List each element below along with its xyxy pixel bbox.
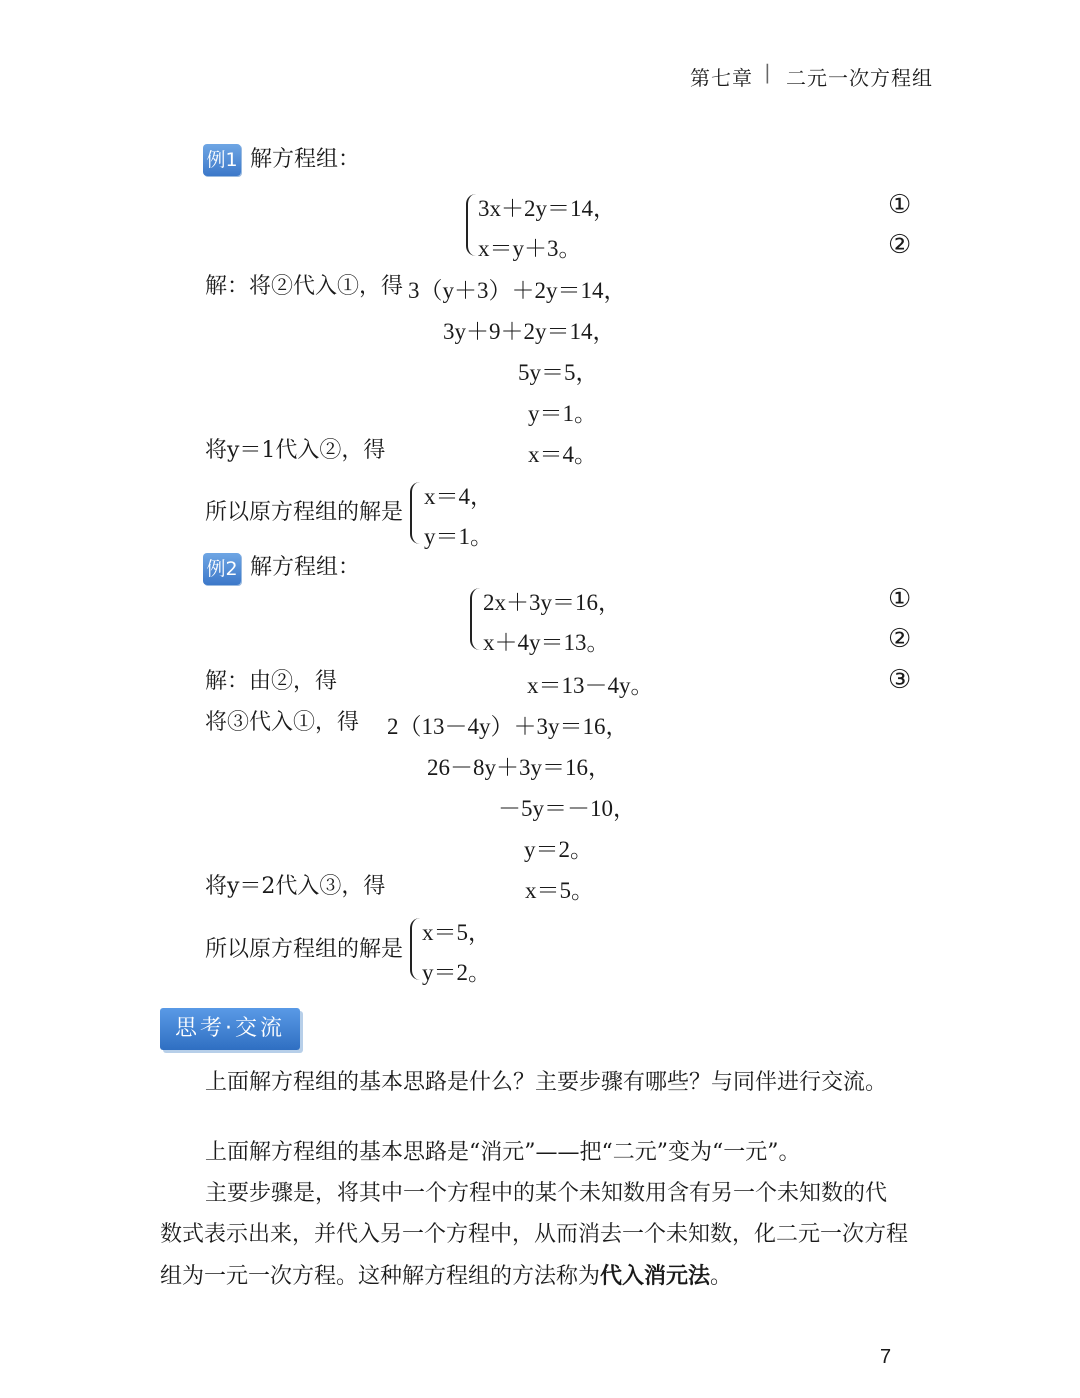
answer-2-x: x＝5， bbox=[422, 920, 491, 945]
method-term: 代入消元法 bbox=[600, 1263, 711, 1289]
system-2-eq-1: 2x＋3y＝16， bbox=[483, 590, 621, 615]
system-2-tag-1: ① bbox=[888, 584, 912, 614]
example-1-prompt: 解方程组： bbox=[250, 147, 361, 172]
substitute-1-result: x＝4。 bbox=[528, 442, 597, 467]
think-paragraph-1: 上面解方程组的基本思路是“消元”——把“二元”变为“一元”。 bbox=[205, 1140, 801, 1165]
example-2-badge: 例2 bbox=[203, 553, 241, 585]
solution-1-step-3: 5y＝5， bbox=[518, 360, 599, 385]
solution-2-tag-3: ③ bbox=[888, 665, 912, 695]
think-question: 上面解方程组的基本思路是什么？主要步骤有哪些？与同伴进行交流。 bbox=[205, 1070, 888, 1095]
system-1-tag-1: ① bbox=[888, 190, 912, 220]
substitute-2-lead: 将③代入①，得 bbox=[205, 710, 360, 735]
solution-2-step-1: 2（13－4y）＋3y＝16， bbox=[387, 714, 629, 739]
answer-1-x: x＝4， bbox=[424, 484, 493, 509]
system-1-eq-1: 3x＋2y＝14， bbox=[478, 196, 616, 221]
solution-1-lead: 解：将②代入①，得 bbox=[205, 274, 404, 299]
system-2-tag-2: ② bbox=[888, 624, 912, 654]
solution-2-lead: 解：由②，得 bbox=[205, 669, 338, 694]
substitute-2-text: 将y＝2代入③，得 bbox=[205, 874, 386, 899]
method-period: 。 bbox=[710, 1264, 733, 1289]
think-paragraph-2-line-3 bbox=[160, 1261, 732, 1292]
solution-2-step-4: y＝2。 bbox=[524, 837, 593, 862]
solution-2-step-2: 26－8y＋3y＝16， bbox=[427, 755, 611, 780]
answer-2-brace bbox=[410, 918, 420, 980]
think-paragraph-2-line-1: 主要步骤是，将其中一个方程中的某个未知数用含有另一个未知数的代 bbox=[205, 1181, 888, 1206]
answer-2-y: y＝2。 bbox=[422, 960, 491, 985]
answer-1-brace bbox=[410, 482, 420, 544]
think-paragraph-2-line-2: 数式表示出来，并代入另一个方程中，从而消去一个未知数，化二元一次方程 bbox=[160, 1222, 909, 1247]
solution-1-step-2: 3y＋9＋2y＝14， bbox=[443, 319, 616, 344]
answer-2-lead: 所以原方程组的解是 bbox=[205, 937, 404, 962]
solution-1-step-1: 3（y＋3）＋2y＝14， bbox=[408, 278, 627, 303]
solution-2-step-3: －5y＝－10， bbox=[498, 796, 636, 821]
think-discuss-banner: 思考·交流 bbox=[160, 1008, 300, 1050]
page-number: 7 bbox=[880, 1346, 892, 1368]
header-separator: | bbox=[764, 60, 771, 84]
substitute-2-result: x＝5。 bbox=[525, 878, 594, 903]
example-2-prompt: 解方程组： bbox=[250, 555, 361, 580]
chapter-label: 第七章 bbox=[690, 66, 753, 90]
system-1-brace bbox=[466, 194, 476, 256]
chapter-title: 二元一次方程组 bbox=[786, 66, 933, 90]
system-1-tag-2: ② bbox=[888, 230, 912, 260]
solution-1-step-4: y＝1。 bbox=[528, 401, 597, 426]
solution-2-first: x＝13－4y。 bbox=[527, 673, 654, 698]
answer-1-lead: 所以原方程组的解是 bbox=[205, 500, 404, 525]
method-sentence: 组为一元一次方程。这种解方程组的方法称为 bbox=[160, 1264, 601, 1289]
system-2-brace bbox=[470, 588, 480, 650]
example-1-badge: 例1 bbox=[203, 144, 241, 176]
system-2-eq-2: x＋4y＝13。 bbox=[483, 630, 610, 655]
answer-1-y: y＝1。 bbox=[424, 524, 493, 549]
substitute-1-text: 将y＝1代入②，得 bbox=[205, 438, 386, 463]
system-1-eq-2: x＝y＋3。 bbox=[478, 236, 582, 261]
